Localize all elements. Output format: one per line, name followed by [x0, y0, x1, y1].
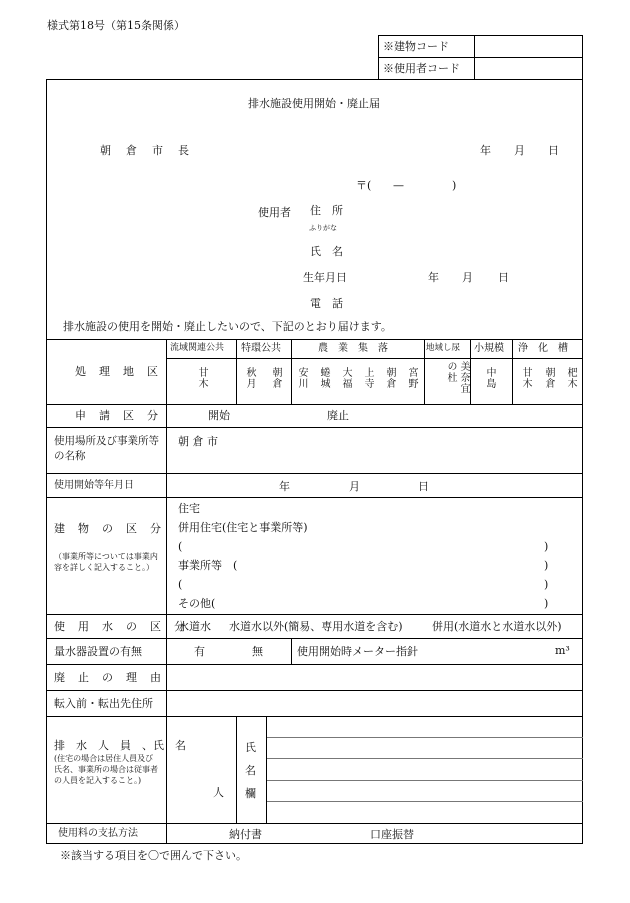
meter-yes-option[interactable]: 有 — [194, 645, 205, 658]
paren-close: ) — [544, 540, 549, 553]
area-item[interactable]: 秋月 — [244, 367, 255, 389]
area-header-johkaso: 浄 化 槽 — [518, 343, 568, 354]
persons-unit: 人 — [213, 786, 224, 799]
area-item[interactable]: 上寺 — [362, 367, 373, 389]
applicant-address-label: 住 所 — [310, 204, 343, 217]
building-option[interactable]: ( — [178, 578, 183, 591]
paren-close: ) — [544, 597, 549, 610]
area-item[interactable]: 杷木 — [565, 367, 576, 389]
birth-month: 月 — [462, 271, 473, 284]
addressee: 朝 倉 市 長 — [100, 144, 191, 157]
applicant-name-label: 氏 名 — [310, 245, 343, 258]
water-option-tap[interactable]: 水道水 — [178, 620, 211, 633]
area-label: 処 理 地 区 — [75, 365, 159, 378]
applicant-role: 使用者 — [258, 206, 291, 219]
building-label: 建 物 の 区 分 — [54, 522, 162, 535]
meter-no-option[interactable]: 無 — [252, 645, 263, 658]
phone-label: 電 話 — [310, 297, 343, 310]
postal-close: ) — [452, 179, 457, 192]
date-month: 月 — [514, 144, 525, 157]
application-type-label: 申 請 区 分 — [75, 409, 159, 422]
paren-close: ) — [544, 578, 549, 591]
meter-unit: m³ — [555, 644, 570, 657]
meter-label: 量水器設置の有無 — [54, 645, 142, 658]
building-option[interactable]: その他( — [178, 597, 216, 610]
area-item[interactable]: 朝倉 — [384, 367, 395, 389]
building-option[interactable]: 併用住宅(住宅と事業所等) — [178, 521, 308, 534]
user-code-label: ※使用者コード — [383, 62, 460, 75]
start-date-year: 年 — [279, 480, 290, 493]
postal-mark: 〒( — [356, 179, 372, 192]
furigana-label: ふりがな — [309, 224, 337, 232]
area-item-minaginomori[interactable] — [428, 361, 468, 401]
area-item[interactable]: 中島 — [484, 367, 495, 389]
persons-label: 排 水 人 員 、氏 名 — [54, 739, 186, 752]
building-code-label: ※建物コード — [383, 40, 449, 53]
area-item[interactable]: 宮野 — [406, 367, 417, 389]
form-number: 様式第18号（第15条関係） — [47, 19, 185, 32]
application-stop-option[interactable]: 廃止 — [327, 409, 349, 422]
start-date-day: 日 — [418, 480, 429, 493]
area-item[interactable]: 蜷城 — [318, 367, 329, 389]
water-label: 使 用 水 の 区 分 — [54, 620, 186, 633]
postal-dash: — — [393, 179, 404, 192]
birth-day: 日 — [498, 271, 509, 284]
application-start-option[interactable]: 開始 — [208, 409, 230, 422]
area-item[interactable]: 朝倉 — [270, 367, 281, 389]
water-option-mixed[interactable]: 併用(水道水と水道水以外) — [432, 620, 562, 633]
reason-field[interactable] — [168, 666, 580, 688]
name-row-divider — [267, 801, 583, 802]
area-item: 美奈宜の杜 — [445, 361, 469, 394]
building-option[interactable]: 事業所等 ( — [178, 559, 238, 572]
date-year: 年 — [480, 144, 491, 157]
name-row-divider — [267, 780, 583, 781]
name-row-divider — [267, 758, 583, 759]
location-label: 使用場所及び事業所等の名称 — [54, 435, 159, 462]
payment-option-transfer[interactable]: 口座振替 — [370, 828, 414, 841]
birth-year: 年 — [428, 271, 439, 284]
building-option[interactable]: ( — [178, 540, 183, 553]
date-day: 日 — [548, 144, 559, 157]
water-option-other[interactable]: 水道水以外(簡易、専用水道を含む) — [229, 620, 403, 633]
reason-label: 廃 止 の 理 由 — [54, 671, 162, 684]
area-header-ryuiki: 流域関連公共 — [170, 343, 225, 353]
statement: 排水施設の使用を開始・廃止したいので、下記のとおり届けます。 — [63, 320, 392, 333]
payment-label: 使用料の支払方法 — [58, 828, 138, 839]
paren-close: ) — [544, 559, 549, 572]
name-col-char: 氏 — [245, 741, 256, 754]
area-header-nogyo: 農 業 集 落 — [318, 343, 388, 354]
location-value[interactable]: 朝 倉 市 — [178, 435, 218, 448]
payment-option-invoice[interactable]: 納付書 — [229, 828, 262, 841]
area-header-tokkan: 特環公共 — [241, 343, 281, 354]
area-item[interactable]: 大福 — [340, 367, 351, 389]
start-date-label: 使用開始等年月日 — [54, 480, 134, 491]
transfer-label: 転入前・転出先住所 — [54, 697, 153, 710]
area-header-shokibo: 小規模 — [474, 343, 504, 354]
name-col-char: 欄 — [245, 787, 256, 800]
building-option[interactable]: 住宅 — [178, 502, 200, 515]
area-item[interactable]: 朝倉 — [543, 367, 554, 389]
name-col-char: 名 — [245, 764, 256, 777]
area-item[interactable]: 甘木 — [520, 367, 531, 389]
transfer-field[interactable] — [168, 692, 580, 714]
area-item[interactable]: 甘木 — [196, 367, 207, 389]
name-row-divider — [267, 737, 583, 738]
persons-note: (住宅の場合は居住人員及び氏名、事業所の場合は従事者の人員を記入すること。) — [54, 754, 158, 785]
form-title: 排水施設使用開始・廃止届 — [248, 97, 380, 110]
birth-label: 生年月日 — [303, 271, 347, 284]
footnote: ※該当する項目を〇で囲んで下さい。 — [60, 849, 247, 862]
area-header-shinyo: 地域し尿 — [426, 343, 461, 353]
building-note: （事業所等については事業内容を詳しく記入すること。） — [54, 552, 158, 572]
meter-reading-label: 使用開始時メーター指針 — [297, 645, 418, 658]
area-item[interactable]: 安川 — [296, 367, 307, 389]
start-date-month: 月 — [349, 480, 360, 493]
